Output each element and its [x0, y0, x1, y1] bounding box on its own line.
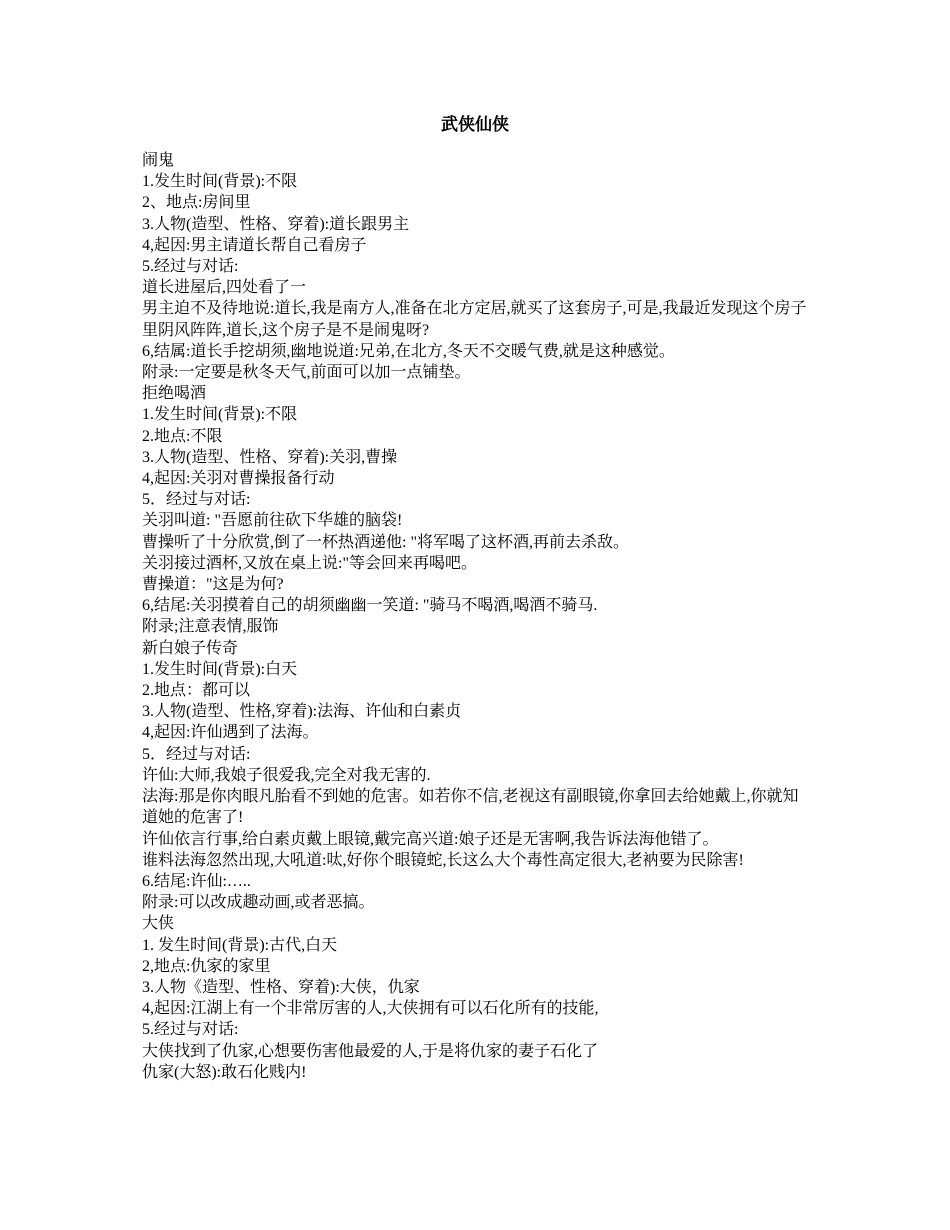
text-line: 曹操听了十分欣赏,倒了一杯热酒递他: "将军喝了这杯酒,再前去杀敌。 — [142, 533, 629, 551]
text-line: 3.人物《造型、性格、穿着):大侠，仇家 — [142, 978, 420, 996]
text-line: 5．经过与对话: — [142, 491, 251, 509]
section-heading: 闹鬼 — [142, 152, 175, 169]
text-line: 3.人物(造型、性格,穿着):法海、许仙和白素贞 — [142, 703, 462, 721]
text-line: 1.发生时间(背景):不限 — [142, 173, 298, 191]
section-heading: 新白娘子传奇 — [142, 639, 239, 657]
text-line: 2.地点:不限 — [142, 427, 223, 445]
text-line: 许仙:大师,我娘子很爱我,完全对我无害的. — [142, 766, 431, 784]
text-line: 3.人物(造型、性格、穿着):关羽,曹操 — [142, 448, 398, 466]
text-line: 1.发生时间(背景):白天 — [142, 660, 298, 678]
text-line: 3.人物(造型、性格、穿着):道长跟男主 — [142, 215, 410, 233]
text-line: 许仙依言行事,给白素贞戴上眼镜,戴完高兴道:娘子还是无害啊,我告诉法海他错了。 — [142, 830, 719, 848]
text-line: 附录:可以改成趣动画,或者恶搞。 — [142, 894, 375, 912]
text-line: 4,起因:许仙遇到了法海。 — [142, 724, 319, 742]
section-heading: 拒绝喝酒 — [142, 385, 207, 403]
text-paragraph: 谁料法海忽然出现,大吼道:呔,好你个眼镜蛇,长这么大个毒性高定很大,老衲要为民除害! — [142, 851, 744, 869]
text-paragraph: 法海:那是你肉眼凡胎看不到她的危害。如若你不信,老视这有副眼镜,你拿回去给她戴上,你就知道她的危害了! — [142, 788, 799, 827]
section-heading: 大侠 — [142, 915, 175, 933]
text-line: 6.结尾:许仙:….. — [142, 872, 251, 890]
text-line: 5．经过与对话: — [142, 745, 251, 763]
text-line: 大侠找到了仇家,心想要伤害他最爱的人,于是将仇家的妻子石化了 — [142, 1042, 599, 1060]
text-line: 6,结尾:关羽摸着自己的胡须幽幽一笑道: "骑马不喝酒,喝酒不骑马. — [142, 597, 598, 615]
document-body — [142, 150, 812, 1083]
text-line: 关羽接过酒杯,又放在桌上说:"等会回来再喝吧。 — [142, 554, 477, 572]
text-line: 2,地点:仇家的家里 — [142, 957, 271, 975]
text-line: 仇家(大怒):敢石化贱内! — [142, 1063, 307, 1081]
text-line: 6,结属:道长手挖胡须,幽地说道:兄弟,在北方,冬天不交暖气费,就是这种感觉。 — [142, 342, 675, 360]
text-line: 1.发生时间(背景):不限 — [142, 406, 298, 424]
text-line: 5.经过与对话: — [142, 258, 239, 276]
text-line: 附录;注意表情,服饰 — [142, 618, 279, 636]
text-line: 2、地点:房间里 — [142, 194, 251, 212]
text-line: 附录:一定要是秋冬天气,前面可以加一点铺垫。 — [142, 364, 471, 382]
text-line: 4,起因:关羽对曹操报备行动 — [142, 470, 335, 488]
text-paragraph: 男主迫不及待地说:道长,我是南方人,准备在北方定居,就买了这套房子,可是,我最近发现这个房子里阴风阵阵,道长,这个房子是不是闹鬼呀? — [142, 300, 807, 339]
document-title: 武侠仙侠 — [441, 115, 509, 134]
text-line: 5.经过与对话: — [142, 1021, 239, 1039]
text-line: 4,起因:男主请道长帮自己看房子 — [142, 236, 367, 254]
text-line: 道长进屋后,四处看了一 — [142, 279, 307, 297]
text-line: 1. 发生时间(背景):古代,白天 — [142, 936, 338, 954]
text-line: 关羽叫道: "吾愿前往砍下华雄的脑袋! — [142, 512, 403, 530]
text-line: 2.地点：都可以 — [142, 682, 251, 700]
text-line: 4,起因:江湖上有一个非常厉害的人,大侠拥有可以石化所有的技能, — [142, 1000, 599, 1018]
text-line: 曹操道："这是为何? — [142, 576, 284, 594]
